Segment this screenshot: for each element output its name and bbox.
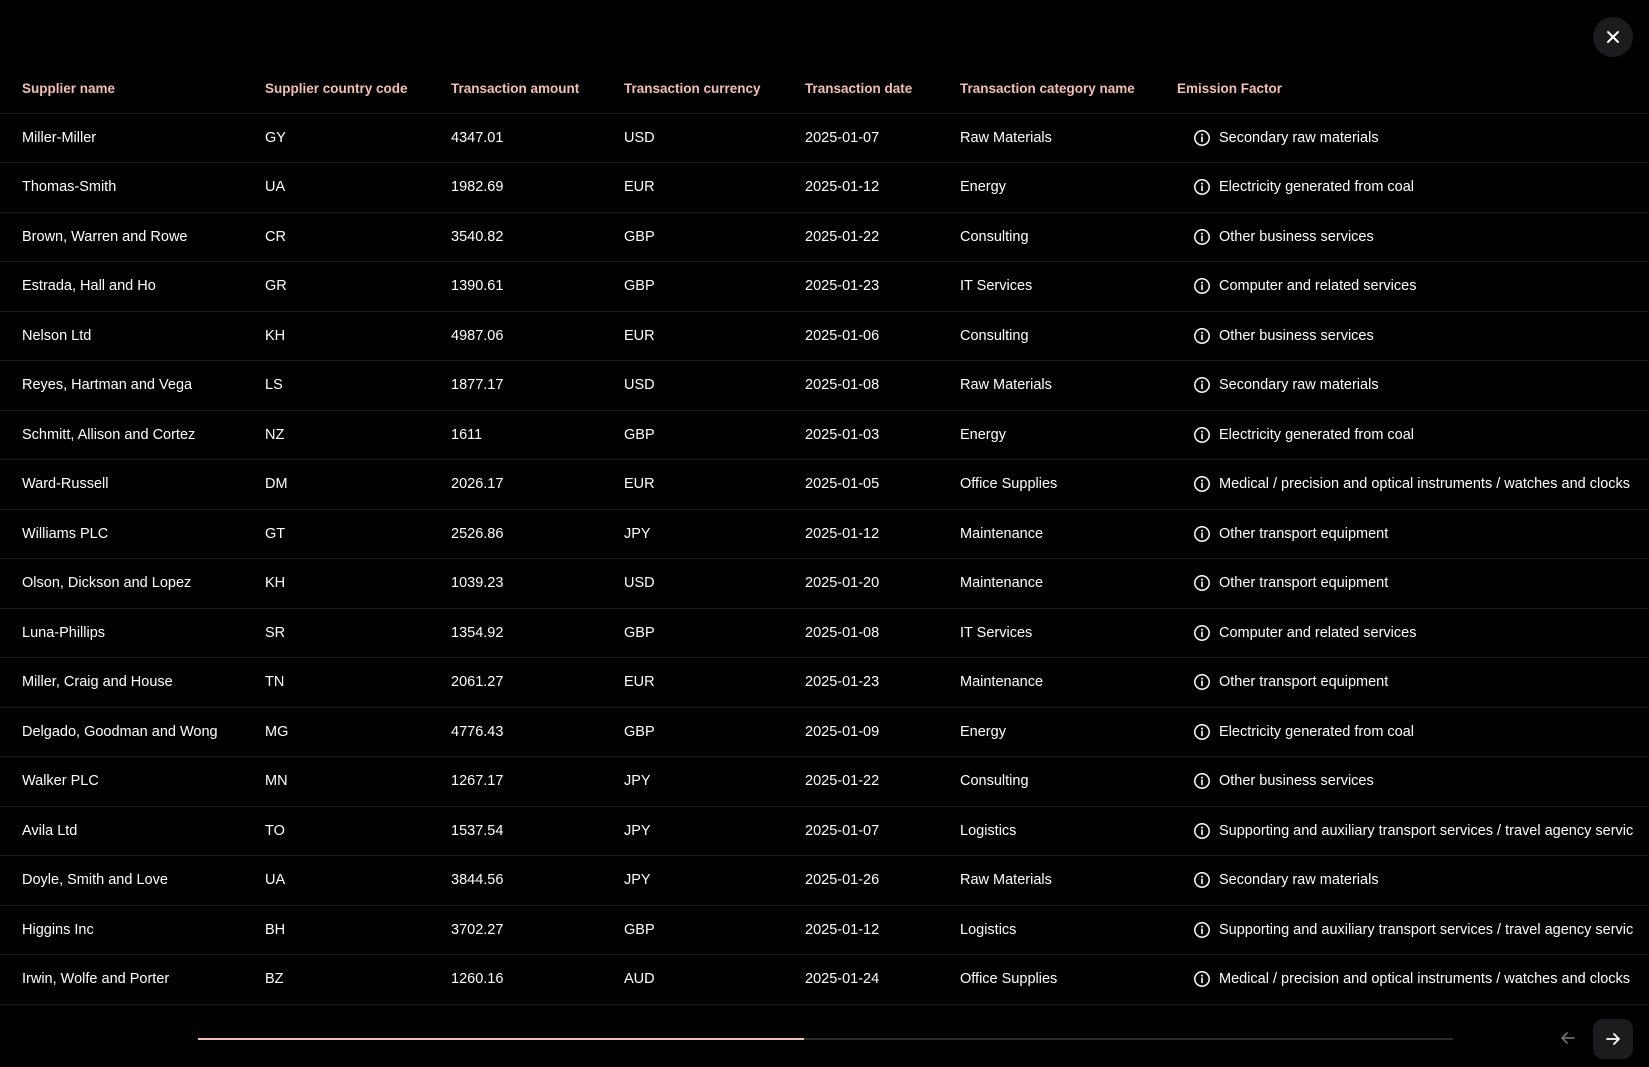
info-icon[interactable] xyxy=(1193,822,1211,840)
cell-country-code: SR xyxy=(265,624,286,641)
cell-amount: 1354.92 xyxy=(451,624,504,641)
cell-emission-factor[interactable] xyxy=(1193,312,1374,361)
cell-currency: JPY xyxy=(624,525,651,542)
cell-currency: AUD xyxy=(624,971,655,988)
cell-category: Raw Materials xyxy=(960,129,1052,146)
cell-emission-factor[interactable] xyxy=(1193,361,1379,410)
cell-supplier-name: Estrada, Hall and Ho xyxy=(22,278,156,295)
info-icon[interactable] xyxy=(1193,475,1211,493)
cell-emission-factor[interactable] xyxy=(1193,460,1630,509)
cell-amount: 3702.27 xyxy=(451,921,504,938)
info-icon[interactable] xyxy=(1193,871,1211,889)
cell-supplier-name: Miller, Craig and House xyxy=(22,674,173,691)
cell-currency: GBP xyxy=(624,723,655,740)
cell-amount: 3540.82 xyxy=(451,228,504,245)
info-icon[interactable] xyxy=(1193,525,1211,543)
cell-country-code: GT xyxy=(265,525,286,542)
header-transaction-date[interactable]: Transaction date xyxy=(805,80,913,96)
cell-date: 2025-01-20 xyxy=(805,575,880,592)
cell-supplier-name: Brown, Warren and Rowe xyxy=(22,228,188,245)
cell-emission-factor[interactable] xyxy=(1193,559,1388,608)
cell-currency: EUR xyxy=(624,327,655,344)
cell-date: 2025-01-22 xyxy=(805,228,880,245)
cell-country-code: GY xyxy=(265,129,286,146)
header-transaction-category-name[interactable]: Transaction category name xyxy=(960,80,1135,96)
cell-emission-factor[interactable] xyxy=(1193,163,1414,212)
table-row[interactable] xyxy=(0,906,1649,956)
info-icon[interactable] xyxy=(1193,327,1211,345)
header-supplier-country-code[interactable]: Supplier country code xyxy=(265,80,408,96)
cell-emission-factor[interactable] xyxy=(1193,510,1388,559)
cell-country-code: MN xyxy=(265,773,288,790)
cell-country-code: TO xyxy=(265,822,285,839)
cell-date: 2025-01-12 xyxy=(805,525,880,542)
cell-currency: GBP xyxy=(624,921,655,938)
cell-currency: GBP xyxy=(624,426,655,443)
emission-factor-text: Secondary raw materials xyxy=(1219,872,1379,889)
cell-country-code: TN xyxy=(265,674,285,691)
cell-country-code: UA xyxy=(265,872,286,889)
cell-country-code: NZ xyxy=(265,426,285,443)
cell-date: 2025-01-12 xyxy=(805,179,880,196)
cell-supplier-name: Ward-Russell xyxy=(22,476,109,493)
table-row[interactable] xyxy=(0,559,1649,609)
cell-emission-factor[interactable] xyxy=(1193,856,1379,905)
cell-country-code: KH xyxy=(265,575,286,592)
cell-country-code: BH xyxy=(265,921,286,938)
cell-category: Energy xyxy=(960,723,1006,740)
cell-emission-factor[interactable] xyxy=(1193,411,1414,460)
info-icon[interactable] xyxy=(1193,426,1211,444)
cell-amount: 1039.23 xyxy=(451,575,504,592)
cell-amount: 1611 xyxy=(451,426,483,443)
emission-factor-text: Secondary raw materials xyxy=(1219,129,1379,146)
cell-amount: 1260.16 xyxy=(451,971,504,988)
previous-button[interactable] xyxy=(1550,1020,1586,1056)
cell-category: Logistics xyxy=(960,921,1017,938)
table-row[interactable] xyxy=(0,460,1649,510)
transactions-table xyxy=(0,64,1649,1005)
info-icon[interactable] xyxy=(1193,772,1211,790)
cell-emission-factor[interactable] xyxy=(1193,807,1633,856)
cell-currency: GBP xyxy=(624,278,655,295)
cell-amount: 1537.54 xyxy=(451,822,504,839)
cell-supplier-name: Olson, Dickson and Lopez xyxy=(22,575,192,592)
cell-category: Maintenance xyxy=(960,525,1044,542)
cell-country-code: MG xyxy=(265,723,289,740)
cell-category: Office Supplies xyxy=(960,971,1058,988)
cell-emission-factor[interactable] xyxy=(1193,213,1374,262)
cell-emission-factor[interactable] xyxy=(1193,906,1633,955)
emission-factor-text: Other transport equipment xyxy=(1219,525,1389,542)
cell-supplier-name: Walker PLC xyxy=(22,773,99,790)
info-icon[interactable] xyxy=(1193,723,1211,741)
emission-factor-text: Other transport equipment xyxy=(1219,575,1389,592)
cell-category: Consulting xyxy=(960,773,1029,790)
scrollbar-thumb[interactable] xyxy=(198,1038,804,1040)
cell-country-code: LS xyxy=(265,377,283,394)
arrow-left-icon xyxy=(1559,1029,1577,1047)
table-row[interactable] xyxy=(0,807,1649,857)
cell-emission-factor[interactable] xyxy=(1193,658,1388,707)
emission-factor-text: Other business services xyxy=(1219,773,1374,790)
cell-category: Office Supplies xyxy=(960,476,1058,493)
cell-date: 2025-01-03 xyxy=(805,426,880,443)
table-row[interactable] xyxy=(0,708,1649,758)
cell-emission-factor[interactable] xyxy=(1193,262,1416,311)
cell-category: Energy xyxy=(960,179,1006,196)
cell-emission-factor[interactable] xyxy=(1193,757,1374,806)
cell-currency: USD xyxy=(624,377,655,394)
cell-date: 2025-01-08 xyxy=(805,624,880,641)
emission-factor-text: Electricity generated from coal xyxy=(1219,179,1415,196)
cell-supplier-name: Nelson Ltd xyxy=(22,327,92,344)
cell-amount: 2026.17 xyxy=(451,476,504,493)
cell-date: 2025-01-09 xyxy=(805,723,880,740)
table-row[interactable] xyxy=(0,361,1649,411)
cell-supplier-name: Miller-Miller xyxy=(22,129,97,146)
info-icon[interactable] xyxy=(1193,673,1211,691)
cell-amount: 1267.17 xyxy=(451,773,504,790)
emission-factor-text: Electricity generated from coal xyxy=(1219,426,1415,443)
emission-factor-text: Medical / precision and optical instruments / watches and clocks xyxy=(1219,476,1631,493)
cell-amount: 2061.27 xyxy=(451,674,504,691)
cell-category: Consulting xyxy=(960,228,1029,245)
cell-supplier-name: Thomas-Smith xyxy=(22,179,117,196)
emission-factor-text: Medical / precision and optical instruments / watches and clocks xyxy=(1219,971,1631,988)
table-row[interactable] xyxy=(0,213,1649,263)
cell-currency: GBP xyxy=(624,624,655,641)
cell-amount: 1877.17 xyxy=(451,377,504,394)
cell-date: 2025-01-07 xyxy=(805,129,880,146)
cell-country-code: CR xyxy=(265,228,286,245)
table-row[interactable] xyxy=(0,955,1649,1005)
info-icon[interactable] xyxy=(1193,921,1211,939)
cell-currency: USD xyxy=(624,575,655,592)
cell-category: IT Services xyxy=(960,624,1033,641)
cell-category: IT Services xyxy=(960,278,1033,295)
arrow-right-icon xyxy=(1604,1030,1622,1048)
info-icon[interactable] xyxy=(1193,277,1211,295)
info-icon[interactable] xyxy=(1193,624,1211,642)
cell-category: Maintenance xyxy=(960,575,1044,592)
table-row[interactable] xyxy=(0,312,1649,362)
cell-category: Energy xyxy=(960,426,1006,443)
cell-amount: 1390.61 xyxy=(451,278,504,295)
cell-currency: JPY xyxy=(624,872,651,889)
cell-supplier-name: Reyes, Hartman and Vega xyxy=(22,377,193,394)
info-icon[interactable] xyxy=(1193,970,1211,988)
cell-country-code: GR xyxy=(265,278,287,295)
table-row[interactable] xyxy=(0,114,1649,164)
emission-factor-text: Secondary raw materials xyxy=(1219,377,1379,394)
info-icon[interactable] xyxy=(1193,178,1211,196)
cell-supplier-name: Higgins Inc xyxy=(22,921,94,938)
cell-country-code: UA xyxy=(265,179,286,196)
cell-date: 2025-01-06 xyxy=(805,327,880,344)
info-icon[interactable] xyxy=(1193,574,1211,592)
cell-supplier-name: Avila Ltd xyxy=(22,822,78,839)
cell-date: 2025-01-12 xyxy=(805,921,880,938)
cell-amount: 2526.86 xyxy=(451,525,504,542)
cell-currency: EUR xyxy=(624,179,655,196)
cell-country-code: KH xyxy=(265,327,286,344)
emission-factor-text: Other business services xyxy=(1219,228,1374,245)
cell-date: 2025-01-05 xyxy=(805,476,880,493)
cell-country-code: DM xyxy=(265,476,288,493)
cell-currency: GBP xyxy=(624,228,655,245)
emission-factor-text: Other business services xyxy=(1219,327,1374,344)
cell-date: 2025-01-23 xyxy=(805,674,880,691)
table-row[interactable] xyxy=(0,856,1649,906)
header-supplier-name[interactable]: Supplier name xyxy=(22,80,116,96)
cell-date: 2025-01-23 xyxy=(805,278,880,295)
table-header xyxy=(0,64,1649,114)
cell-amount: 3844.56 xyxy=(451,872,504,889)
cell-supplier-name: Luna-Phillips xyxy=(22,624,106,641)
cell-currency: EUR xyxy=(624,674,655,691)
cell-amount: 4987.06 xyxy=(451,327,504,344)
cell-emission-factor[interactable] xyxy=(1193,609,1416,658)
table-row[interactable] xyxy=(0,411,1649,461)
cell-country-code: BZ xyxy=(265,971,284,988)
cell-amount: 4776.43 xyxy=(451,723,504,740)
emission-factor-text: Computer and related services xyxy=(1219,278,1417,295)
cell-emission-factor[interactable] xyxy=(1193,708,1414,757)
cell-amount: 1982.69 xyxy=(451,179,504,196)
table-row[interactable] xyxy=(0,658,1649,708)
cell-date: 2025-01-07 xyxy=(805,822,880,839)
info-icon[interactable] xyxy=(1193,129,1211,147)
header-transaction-currency[interactable]: Transaction currency xyxy=(624,80,761,96)
table-body xyxy=(0,114,1649,1005)
table-row[interactable] xyxy=(0,510,1649,560)
header-emission-factor[interactable]: Emission Factor xyxy=(1177,80,1283,96)
cell-date: 2025-01-22 xyxy=(805,773,880,790)
close-button[interactable] xyxy=(1593,17,1633,57)
cell-date: 2025-01-26 xyxy=(805,872,880,889)
cell-supplier-name: Doyle, Smith and Love xyxy=(22,872,168,889)
cell-date: 2025-01-08 xyxy=(805,377,880,394)
table-row[interactable] xyxy=(0,163,1649,213)
emission-factor-text: Electricity generated from coal xyxy=(1219,723,1415,740)
cell-emission-factor[interactable] xyxy=(1193,955,1630,1004)
cell-date: 2025-01-24 xyxy=(805,971,880,988)
cell-category: Raw Materials xyxy=(960,872,1052,889)
cell-category: Logistics xyxy=(960,822,1017,839)
cell-supplier-name: Irwin, Wolfe and Porter xyxy=(22,971,170,988)
cell-currency: EUR xyxy=(624,476,655,493)
cell-category: Consulting xyxy=(960,327,1029,344)
close-icon xyxy=(1606,30,1620,44)
header-transaction-amount[interactable]: Transaction amount xyxy=(451,80,580,96)
table-row[interactable] xyxy=(0,609,1649,659)
cell-supplier-name: Schmitt, Allison and Cortez xyxy=(22,426,196,443)
cell-currency: JPY xyxy=(624,822,651,839)
emission-factor-text: Supporting and auxiliary transport services / travel agency servic xyxy=(1219,921,1634,938)
cell-currency: JPY xyxy=(624,773,651,790)
cell-currency: USD xyxy=(624,129,655,146)
emission-factor-text: Other transport equipment xyxy=(1219,674,1389,691)
cell-category: Raw Materials xyxy=(960,377,1052,394)
cell-emission-factor[interactable] xyxy=(1193,114,1379,163)
emission-factor-text: Supporting and auxiliary transport services / travel agency servic xyxy=(1219,822,1634,839)
table-row[interactable] xyxy=(0,757,1649,807)
cell-supplier-name: Williams PLC xyxy=(22,525,109,542)
horizontal-scrollbar[interactable] xyxy=(198,1038,1453,1040)
info-icon[interactable] xyxy=(1193,376,1211,394)
emission-factor-text: Computer and related services xyxy=(1219,624,1417,641)
table-row[interactable] xyxy=(0,262,1649,312)
next-button[interactable] xyxy=(1593,1019,1633,1059)
cell-category: Maintenance xyxy=(960,674,1044,691)
cell-amount: 4347.01 xyxy=(451,129,504,146)
info-icon[interactable] xyxy=(1193,228,1211,246)
cell-supplier-name: Delgado, Goodman and Wong xyxy=(22,723,218,740)
